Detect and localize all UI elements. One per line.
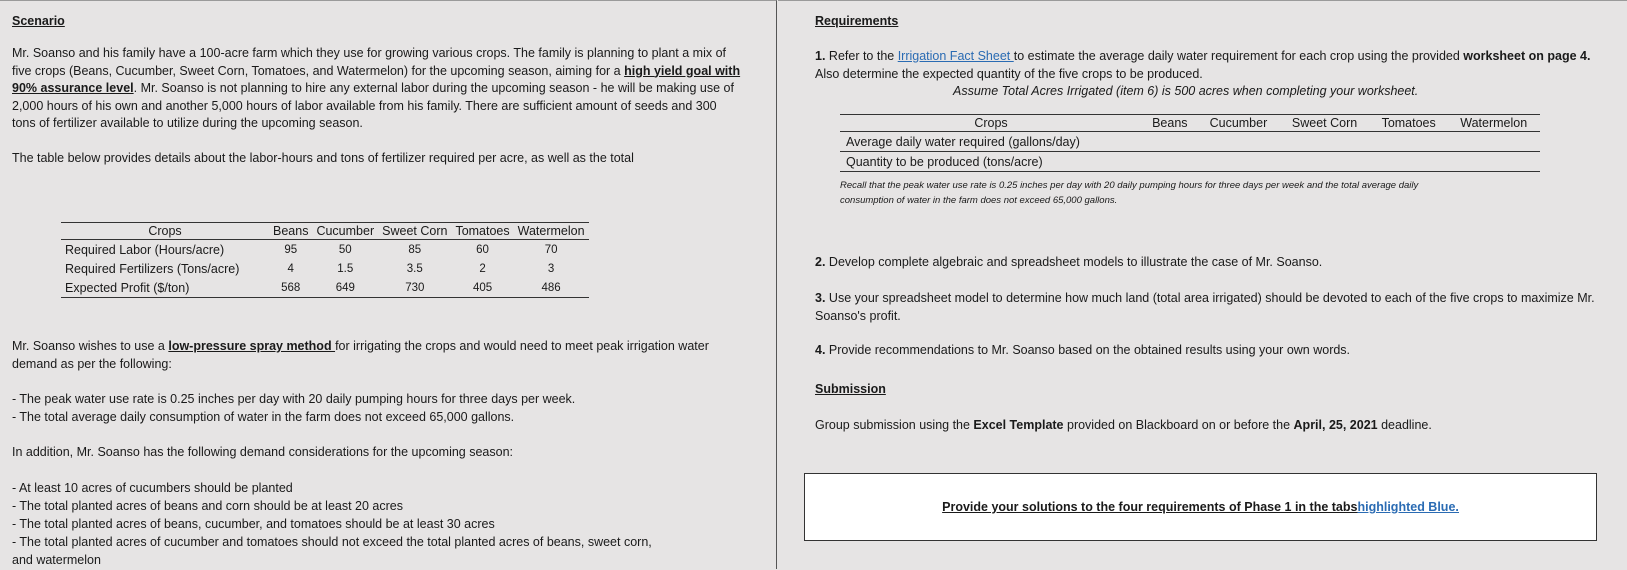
table-cell: 730 — [378, 278, 451, 298]
deadline-date: April, 25, 2021 — [1293, 418, 1378, 432]
crop-requirements-table — [61, 222, 589, 298]
solutions-callout-box — [804, 473, 1597, 541]
table-row — [61, 278, 589, 298]
table-cell: 486 — [514, 278, 589, 298]
table-header-row — [61, 223, 589, 240]
requirements-panel — [778, 0, 1627, 569]
row-label: Required Labor (Hours/acre) — [65, 242, 225, 257]
table-cell: 85 — [408, 243, 422, 256]
irrigation-fact-sheet-link[interactable]: Irrigation Fact Sheet — [897, 49, 1014, 63]
table-cell — [1142, 132, 1198, 152]
water-worksheet-table — [840, 114, 1540, 172]
submission-text — [815, 417, 1432, 435]
demand-line: - The total planted acres of beans, cucumber, and tomatoes should be at least 30 acres — [12, 517, 495, 531]
demand-line: - The total planted acres of beans and corn should be at least 20 acres — [12, 499, 403, 513]
callout-text: Provide your solutions to the four requirements of Phase 1 in the tabs — [942, 500, 1358, 514]
row-label: Expected Profit ($/ton) — [61, 278, 269, 298]
water-line: - The peak water use rate is 0.25 inches per day with 20 daily pumping hours for three days per week. — [12, 392, 576, 406]
row-label: Required Fertilizers (Tons/acre) — [65, 261, 240, 276]
para3-text-a: Mr. Soanso wishes to use a — [12, 339, 169, 353]
table-cell — [1279, 152, 1370, 172]
req1-page: on page 4. — [1528, 49, 1591, 63]
scenario-paragraph-3 — [12, 338, 712, 373]
req3-text: Use your spreadsheet model to determine how much land (total area irrigated) should be devoted to each of the five crops to maximize Mr. Soanso's profit. — [815, 291, 1595, 323]
table-cell — [1142, 152, 1198, 172]
table-cell: 3 — [547, 262, 555, 275]
table-cell — [1370, 152, 1448, 172]
table-row — [61, 240, 589, 260]
table-cell: 70 — [544, 243, 558, 256]
excel-template-label: Excel Template — [973, 418, 1064, 432]
table-cell: 50 — [338, 243, 352, 256]
table-cell — [1198, 152, 1280, 172]
para1-text-b: . Mr. Soanso is not planning to hire any external labor during the upcoming season - he will be making use of 2,000 hours of his own and another 5,000 hours of labor available from his family. There are sufficient amount of seeds and 300 tons of fertilizer available to utilize during the upcoming season. — [12, 81, 734, 130]
req1-text-c: Also determine the expected quantity of the five crops to be produced. — [815, 66, 1203, 81]
col-header-crops: Crops — [61, 223, 269, 240]
submission-text-a: Group submission using the — [815, 418, 974, 432]
col-header-sweet-corn: Sweet Corn — [1279, 115, 1370, 132]
submission-text-b: provided on Blackboard on or before the — [1063, 418, 1294, 432]
para1-highlight: high yield goal with 90% assurance level — [12, 63, 741, 95]
req1-text-b: to estimate the average daily water requirement for each crop using the provided — [1013, 49, 1464, 63]
table-cell: 3.5 — [406, 262, 423, 275]
table-row — [840, 152, 1540, 172]
requirement-2 — [815, 254, 1322, 272]
table-cell — [1279, 132, 1370, 152]
table-cell: 1.5 — [337, 262, 354, 275]
col-header-watermelon: Watermelon — [514, 223, 589, 240]
col-header-tomatoes: Tomatoes — [1370, 115, 1448, 132]
table-cell: 405 — [451, 278, 513, 298]
col-header-crops: Crops — [840, 115, 1142, 132]
scenario-paragraph-4: In addition, Mr. Soanso has the following demand considerations for the upcoming season: — [12, 445, 514, 459]
spray-method-highlight: low-pressure spray method — [168, 339, 336, 353]
water-line: - The total average daily consumption of water in the farm does not exceed 65,000 gallons. — [12, 410, 515, 424]
req2-text: Develop complete algebraic and spreadsheet models to illustrate the case of Mr. Soanso. — [825, 255, 1323, 269]
recall-note-line: Recall that the peak water use rate is 0.25 inches per day with 20 daily pumping hours for three days per week and the total average daily — [840, 180, 1419, 191]
submission-heading: Submission — [815, 382, 886, 396]
col-header-watermelon: Watermelon — [1447, 115, 1540, 132]
col-header-cucumber: Cucumber — [312, 223, 378, 240]
requirement-3 — [815, 290, 1595, 325]
requirements-heading: Requirements — [815, 14, 899, 28]
table-header-row — [840, 115, 1540, 132]
col-header-sweet-corn: Sweet Corn — [378, 223, 451, 240]
table-cell: 4 — [287, 262, 294, 275]
req2-number: 2. — [815, 255, 826, 269]
demand-line: - The total planted acres of cucumber and tomatoes should not exceed the total planted acres of beans, sweet corn, — [12, 535, 652, 549]
col-header-beans: Beans — [269, 223, 312, 240]
table-cell — [1447, 152, 1540, 172]
table-cell: 95 — [284, 243, 298, 256]
assumption-note: Assume Total Acres Irrigated (item 6) is 500 acres when completing your worksheet. — [953, 84, 1419, 98]
col-header-cucumber: Cucumber — [1198, 115, 1280, 132]
req4-text: Provide recommendations to Mr. Soanso based on the obtained results using your own words. — [825, 343, 1351, 357]
scenario-paragraph-1 — [12, 45, 742, 133]
req1-number: 1. — [815, 49, 826, 63]
req1-worksheet: worksheet — [1463, 49, 1526, 63]
table-cell — [1370, 132, 1448, 152]
table-cell: 568 — [269, 278, 312, 298]
para1-text-a: Mr. Soanso and his family have a 100-acre farm which they use for growing various crops. The family is planning to plant a mix of five crops (Beans, Cucumber, Sweet Corn, Tomatoes, and Watermelon) for the upcoming season, aiming for a — [12, 46, 727, 78]
para3-text-b: for irrigating the crops and would need to meet peak irrigation water demand as per the following: — [12, 339, 709, 371]
req1-text-a: Refer to the — [825, 49, 898, 63]
table-cell — [1198, 132, 1280, 152]
recall-note-line: consumption of water in the farm does not exceed 65,000 gallons. — [840, 195, 1118, 206]
table-cell: 649 — [312, 278, 378, 298]
requirement-4 — [815, 342, 1350, 360]
col-header-tomatoes: Tomatoes — [451, 223, 513, 240]
req4-number: 4. — [815, 343, 826, 357]
scenario-heading: Scenario — [12, 14, 65, 28]
demand-line: - At least 10 acres of cucumbers should be planted — [12, 481, 293, 495]
row-label: Average daily water required (gallons/day) — [840, 132, 1142, 152]
table-row — [61, 259, 589, 278]
row-label: Quantity to be produced (tons/acre) — [840, 152, 1142, 172]
req3-number: 3. — [815, 291, 826, 305]
submission-text-c: deadline. — [1377, 418, 1432, 432]
table-cell — [1447, 132, 1540, 152]
scenario-paragraph-2: The table below provides details about the labor-hours and tons of fertilizer required per acre, as well as the total — [12, 151, 634, 165]
scenario-panel — [0, 0, 777, 569]
col-header-beans: Beans — [1142, 115, 1198, 132]
table-row — [840, 132, 1540, 152]
highlighted-blue-link[interactable]: highlighted Blue. — [1357, 500, 1459, 514]
table-cell: 2 — [479, 262, 486, 275]
requirement-1 — [815, 48, 1605, 83]
demand-line: and watermelon — [12, 553, 101, 567]
table-cell: 60 — [476, 243, 489, 256]
